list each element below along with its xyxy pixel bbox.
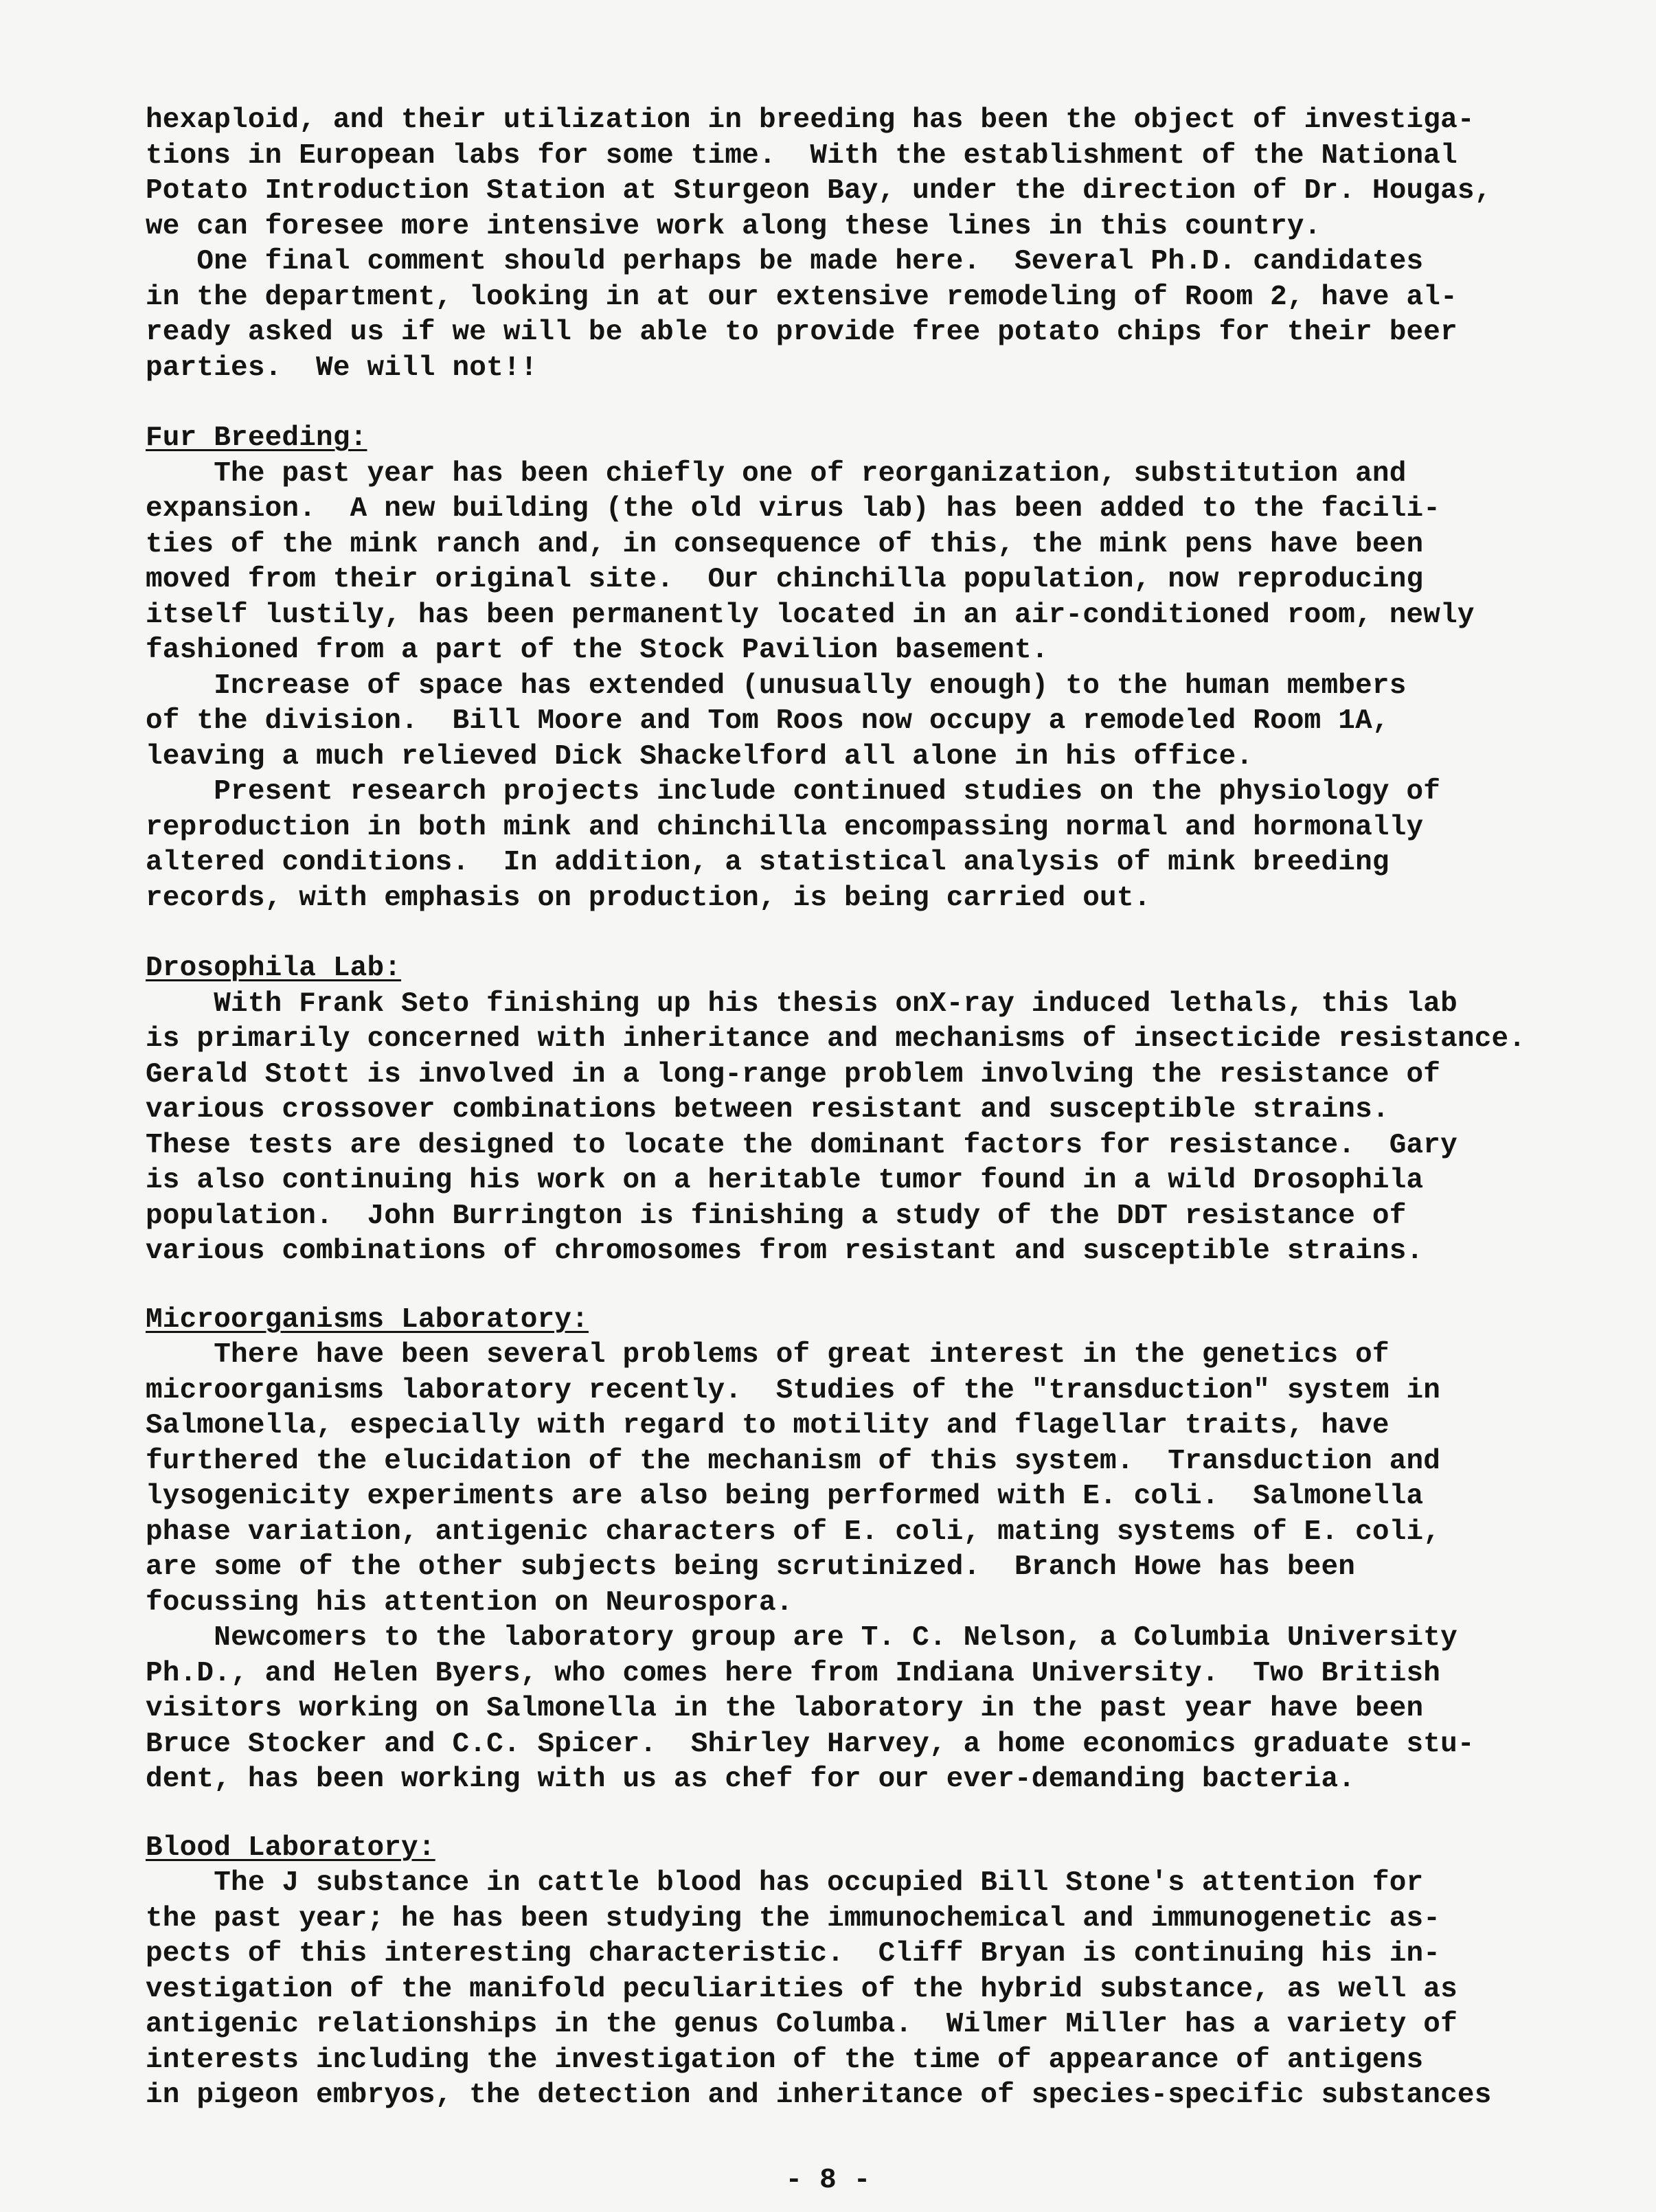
section-spacer <box>146 1270 1554 1303</box>
text-line: altered conditions. In addition, a statistical analysis of mink breeding <box>146 847 1390 878</box>
text-line: Salmonella, especially with regard to motility and flagellar traits, have <box>146 1410 1390 1441</box>
text-line: of the division. Bill Moore and Tom Roos now occupy a remodeled Room 1A, <box>146 705 1390 737</box>
text-line: is also continuing his work on a heritable tumor found in a wild Drosophila <box>146 1165 1424 1196</box>
text-line: leaving a much relieved Dick Shackelford all alone in his office. <box>146 740 1254 773</box>
text-line: reproduction in both mink and chinchilla encompassing normal and hormonally <box>146 811 1424 843</box>
text-line: fashioned from a part of the Stock Pavilion basement. <box>146 635 1049 666</box>
text-column <box>146 103 1554 2114</box>
text-line: various crossover combinations between resistant and susceptible strains. <box>146 1094 1390 1126</box>
text-line: ready asked us if we will be able to provide free potato chips for their beer <box>146 317 1457 348</box>
text-line: is primarily concerned with inheritance and mechanisms of insecticide resistance. <box>146 1023 1526 1055</box>
text-line: These tests are designed to locate the dominant factors for resistance. Gary <box>146 1129 1457 1161</box>
intro-paragraphs <box>146 103 1554 386</box>
text-line: pects of this interesting characteristic. Cliff Bryan is continuing his in- <box>146 1938 1441 1970</box>
text-line: There have been several problems of great interest in the genetics of <box>146 1339 1390 1371</box>
text-line: microorganisms laboratory recently. Studies of the "transduction" system in <box>146 1374 1441 1406</box>
text-line: Present research projects include continued studies on the physiology of <box>146 776 1441 808</box>
text-line: hexaploid, and their utilization in breeding has been the object of investiga- <box>146 104 1475 136</box>
text-line: parties. We will not!! <box>146 352 538 384</box>
text-line: Newcomers to the laboratory group are T. C. Nelson, a Columbia University <box>146 1622 1457 1654</box>
text-line: Increase of space has extended (unusually enough) to the human members <box>146 670 1407 702</box>
section-spacer <box>146 386 1554 421</box>
text-line: Potato Introduction Station at Sturgeon Bay, under the direction of Dr. Hougas, <box>146 175 1492 207</box>
text-line: lysogenicity experiments are also being performed with E. coli. Salmonella <box>146 1481 1424 1512</box>
text-line: interests including the investigation of the time of appearance of antigens <box>146 2044 1424 2076</box>
text-line: records, with emphasis on production, is being carried out. <box>146 882 1151 914</box>
text-line: visitors working on Salmonella in the laboratory in the past year have been <box>146 1693 1424 1724</box>
text-line: we can foresee more intensive work along these lines in this country. <box>146 210 1322 242</box>
text-line: tions in European labs for some time. With the establishment of the National <box>146 139 1457 172</box>
text-line: in pigeon embryos, the detection and inheritance of species-specific substances <box>146 2079 1492 2111</box>
text-line: One final comment should perhaps be made here. Several Ph.D. candidates <box>146 246 1424 277</box>
section-heading: Blood Laboratory: <box>146 1832 435 1864</box>
text-line: moved from their original site. Our chinchilla population, now reproducing <box>146 564 1424 595</box>
page-number: - 8 - <box>785 2165 871 2196</box>
text-line: focussing his attention on Neurospora. <box>146 1586 793 1619</box>
text-line: Gerald Stott is involved in a long-range problem involving the resistance of <box>146 1058 1441 1091</box>
text-line: vestigation of the manifold peculiarities of the hybrid substance, as well as <box>146 1973 1457 2005</box>
text-line: The past year has been chiefly one of reorganization, substitution and <box>146 457 1407 490</box>
text-line: population. John Burrington is finishing a study of the DDT resistance of <box>146 1200 1407 1232</box>
text-line: expansion. A new building (the old virus lab) has been added to the facili- <box>146 493 1441 525</box>
text-line: itself lustily, has been permanently located in an air-conditioned room, newly <box>146 599 1475 631</box>
text-line: With Frank Seto finishing up his thesis onX-ray induced lethals, this lab <box>146 988 1457 1020</box>
section-spacer <box>146 916 1554 951</box>
section-heading: Fur Breeding: <box>146 422 367 454</box>
text-line: dent, has been working with us as chef for our ever-demanding bacteria. <box>146 1764 1356 1795</box>
section-spacer <box>146 1798 1554 1831</box>
text-line: phase variation, antigenic characters of E. coli, mating systems of E. coli, <box>146 1516 1441 1548</box>
section-heading: Microorganisms Laboratory: <box>146 1303 589 1336</box>
text-line: the past year; he has been studying the immunochemical and immunogenetic as- <box>146 1902 1441 1935</box>
section-heading: Drosophila Lab: <box>146 953 402 984</box>
text-line: are some of the other subjects being scrutinized. Branch Howe has been <box>146 1551 1356 1583</box>
text-line: furthered the elucidation of the mechanism of this system. Transduction and <box>146 1445 1441 1477</box>
text-line: Bruce Stocker and C.C. Spicer. Shirley Harvey, a home economics graduate stu- <box>146 1728 1475 1760</box>
section-microorganisms-laboratory <box>146 1303 1554 1798</box>
section-blood-laboratory <box>146 1831 1554 2114</box>
text-line: ties of the mink ranch and, in consequence of this, the mink pens have been <box>146 528 1424 560</box>
section-fur-breeding <box>146 421 1554 916</box>
text-line: in the department, looking in at our extensive remodeling of Room 2, have al- <box>146 281 1457 313</box>
section-drosophila-lab <box>146 951 1554 1270</box>
text-line: antigenic relationships in the genus Columba. Wilmer Miller has a variety of <box>146 2009 1457 2040</box>
text-line: The J substance in cattle blood has occupied Bill Stone's attention for <box>146 1867 1424 1899</box>
text-line: various combinations of chromosomes from resistant and susceptible strains. <box>146 1235 1424 1267</box>
text-line: Ph.D., and Helen Byers, who comes here from Indiana University. Two British <box>146 1657 1441 1689</box>
